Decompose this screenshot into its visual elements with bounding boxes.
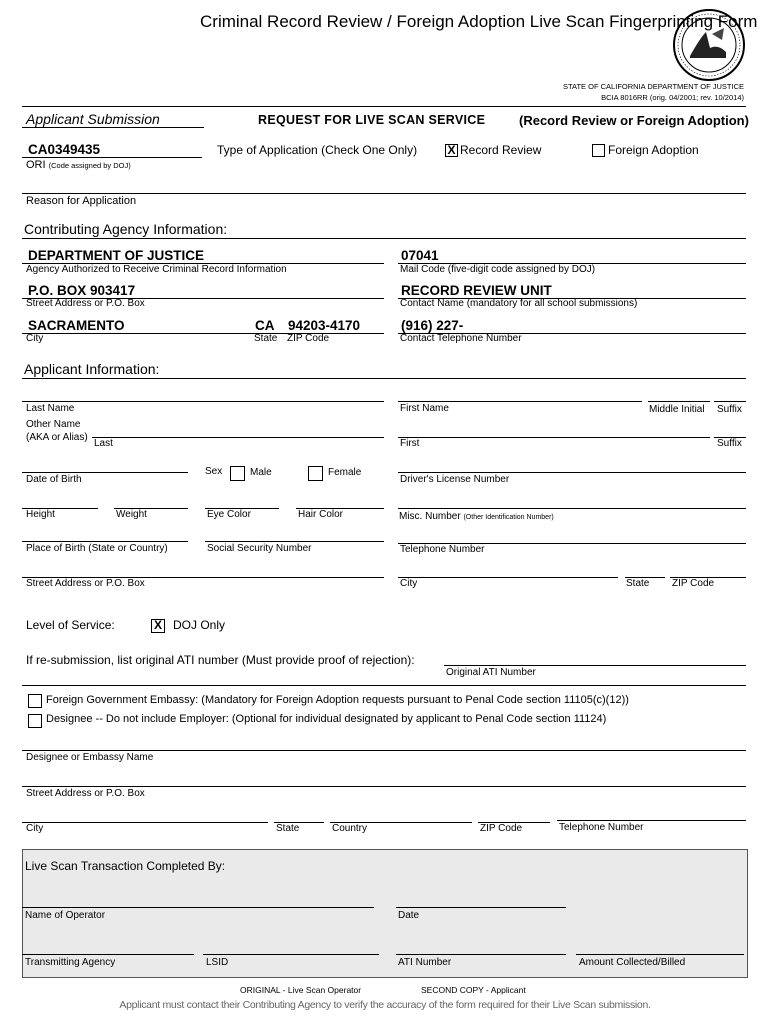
contact-label: Contact Name (mandatory for all school submissions): [400, 298, 638, 309]
place-of-birth-line[interactable]: [22, 541, 188, 542]
lsid-label: LSID: [206, 957, 229, 968]
state-value: CA: [255, 318, 275, 333]
submission-underline: [22, 127, 204, 128]
request-type: (Record Review or Foreign Adoption): [519, 113, 749, 128]
footer-notice: Applicant must contact their Contributing Agency to verify the accuracy of the form required for their Live Scan submission.: [119, 999, 651, 1011]
suffix-label: Suffix: [717, 404, 742, 415]
form-title: Criminal Record Review / Foreign Adoption Live Scan Fingerprinting Form: [200, 12, 758, 31]
applicant-street-label: Street Address or P.O. Box: [26, 578, 145, 589]
designee-name-label: Designee or Embassy Name: [26, 752, 154, 763]
applicant-state-label: State: [626, 578, 650, 589]
operator-line[interactable]: [22, 907, 374, 908]
agency-value: DEPARTMENT OF JUSTICE: [28, 248, 205, 263]
misc-number-note: (Other Identification Number): [463, 514, 554, 521]
agency-name: STATE OF CALIFORNIA DEPARTMENT OF JUSTICE: [563, 82, 744, 91]
city-value: SACRAMENTO: [28, 318, 125, 333]
transaction-heading: Live Scan Transaction Completed By:: [25, 859, 226, 873]
last-name-label: Last Name: [26, 403, 75, 414]
phone-label: Contact Telephone Number: [400, 333, 522, 344]
male-checkbox[interactable]: [230, 466, 245, 481]
doj-only-checkbox[interactable]: X: [151, 619, 165, 633]
footer-second-copy: SECOND COPY - Applicant: [421, 985, 526, 995]
header-divider: [22, 106, 746, 107]
place-of-birth-label: Place of Birth (State or Country): [26, 543, 168, 554]
ori-label-text: ORI: [26, 159, 46, 171]
designee-country-label: Country: [332, 823, 368, 834]
amount-line[interactable]: [576, 954, 744, 955]
designee-street-line[interactable]: [22, 786, 746, 787]
original-ati-label: Original ATI Number: [446, 667, 536, 678]
amount-label: Amount Collected/Billed: [579, 957, 686, 968]
phone-value: (916) 227-: [401, 318, 464, 333]
ssn-label: Social Security Number: [207, 543, 312, 554]
aka-first-label: First: [400, 438, 420, 449]
applicant-city-label: City: [400, 578, 418, 589]
form-number: BCIA 8016RR (orig. 04/2001; rev. 10/2014): [601, 93, 744, 102]
aka-last-label: Last: [94, 438, 113, 449]
foreign-gov-checkbox[interactable]: [28, 694, 42, 708]
aka-suffix-label: Suffix: [717, 438, 742, 449]
middle-initial-line[interactable]: [648, 401, 710, 402]
reason-line[interactable]: [22, 193, 746, 194]
middle-initial-label: Middle Initial: [649, 404, 705, 415]
transaction-date-line[interactable]: [396, 907, 566, 908]
aka-label: (AKA or Alias): [26, 432, 88, 443]
aka-first-line[interactable]: [398, 437, 710, 438]
designee-city-label: City: [26, 823, 44, 834]
record-review-label: Record Review: [460, 143, 542, 157]
drivers-license-label: Driver's License Number: [400, 474, 510, 485]
mail-code-value: 07041: [401, 248, 439, 263]
female-label: Female: [328, 467, 362, 478]
mail-code-label: Mail Code (five-digit code assigned by DOJ): [400, 264, 596, 275]
ati-number-label: ATI Number: [398, 957, 452, 968]
dob-label: Date of Birth: [26, 474, 82, 485]
misc-number-line[interactable]: [398, 508, 746, 509]
contributing-divider: [22, 238, 746, 239]
misc-number-text: Misc. Number: [399, 511, 461, 522]
state-seal-icon: [672, 8, 746, 82]
height-label: Height: [26, 509, 55, 520]
record-review-checkbox[interactable]: X: [445, 144, 458, 157]
applicant-heading: Applicant Information:: [24, 361, 160, 377]
weight-label: Weight: [116, 509, 147, 520]
lsid-line[interactable]: [203, 954, 379, 955]
zip-value: 94203-4170: [288, 318, 361, 333]
sex-label: Sex: [205, 466, 223, 477]
other-name-label: Other Name: [26, 419, 81, 430]
designee-street-label: Street Address or P.O. Box: [26, 788, 145, 799]
transaction-date-label: Date: [398, 910, 420, 921]
transmitting-agency-line[interactable]: [22, 954, 194, 955]
designee-checkbox[interactable]: [28, 714, 42, 728]
applicant-submission-label: Applicant Submission: [26, 111, 160, 127]
dob-line[interactable]: [22, 472, 188, 473]
applicant-zip-label: ZIP Code: [672, 578, 715, 589]
telephone-label: Telephone Number: [400, 544, 485, 555]
foreign-gov-label: Foreign Government Embassy: (Mandatory for Foreign Adoption requests pursuant to Penal Code section 11105(c)(12)): [46, 694, 629, 706]
designee-name-line[interactable]: [22, 750, 746, 751]
designee-city-line[interactable]: [22, 822, 268, 823]
designee-label: Designee -- Do not include Employer: (Optional for individual designated by applicant to Penal Code section 11124): [46, 713, 607, 725]
suffix-line[interactable]: [714, 401, 746, 402]
hair-color-label: Hair Color: [298, 509, 344, 520]
reason-label: Reason for Application: [26, 195, 137, 207]
first-name-label: First Name: [400, 403, 449, 414]
female-checkbox[interactable]: [308, 466, 323, 481]
misc-number-label: [399, 511, 554, 522]
designee-telephone-label: Telephone Number: [559, 822, 644, 833]
city-line: [22, 333, 384, 334]
ori-value: CA0349435: [28, 142, 101, 157]
transmitting-agency-label: Transmitting Agency: [25, 957, 116, 968]
male-label: Male: [250, 467, 272, 478]
ori-label-note: (Code assigned by DOJ): [48, 161, 131, 170]
request-title: REQUEST FOR LIVE SCAN SERVICE: [258, 113, 486, 127]
state-label: State: [254, 333, 278, 344]
original-ati-line[interactable]: [444, 665, 746, 666]
type-of-application-label: Type of Application (Check One Only): [217, 143, 418, 157]
street-label: Street Address or P.O. Box: [26, 298, 145, 309]
street-value: P.O. BOX 903417: [28, 283, 136, 298]
eye-color-label: Eye Color: [207, 509, 251, 520]
zip-label: ZIP Code: [287, 333, 330, 344]
operator-label: Name of Operator: [25, 910, 106, 921]
ati-number-line[interactable]: [396, 954, 566, 955]
ori-label: [26, 159, 131, 171]
designee-state-label: State: [276, 823, 300, 834]
foreign-adoption-label: Foreign Adoption: [608, 143, 699, 157]
city-label: City: [26, 333, 44, 344]
resubmission-label: If re-submission, list original ATI number (Must provide proof of rejection):: [26, 653, 415, 667]
designee-telephone-line[interactable]: [557, 820, 746, 821]
drivers-license-line[interactable]: [398, 472, 746, 473]
agency-label: Agency Authorized to Receive Criminal Record Information: [26, 264, 287, 275]
first-name-line[interactable]: [398, 401, 642, 402]
contact-value: RECORD REVIEW UNIT: [401, 283, 552, 298]
level-of-service-label: Level of Service:: [26, 618, 115, 632]
designee-zip-label: ZIP Code: [480, 823, 523, 834]
applicant-divider: [22, 378, 746, 379]
footer-original: ORIGINAL - Live Scan Operator: [240, 985, 362, 995]
doj-only-label: DOJ Only: [173, 618, 226, 632]
applicant-city-line[interactable]: [398, 577, 618, 578]
contributing-heading: Contributing Agency Information:: [24, 221, 228, 237]
last-name-line[interactable]: [22, 401, 384, 402]
service-divider: [22, 685, 746, 686]
aka-last-line[interactable]: [92, 437, 384, 438]
foreign-adoption-checkbox[interactable]: [592, 144, 605, 157]
ori-line: [22, 157, 202, 158]
ssn-line[interactable]: [205, 541, 384, 542]
